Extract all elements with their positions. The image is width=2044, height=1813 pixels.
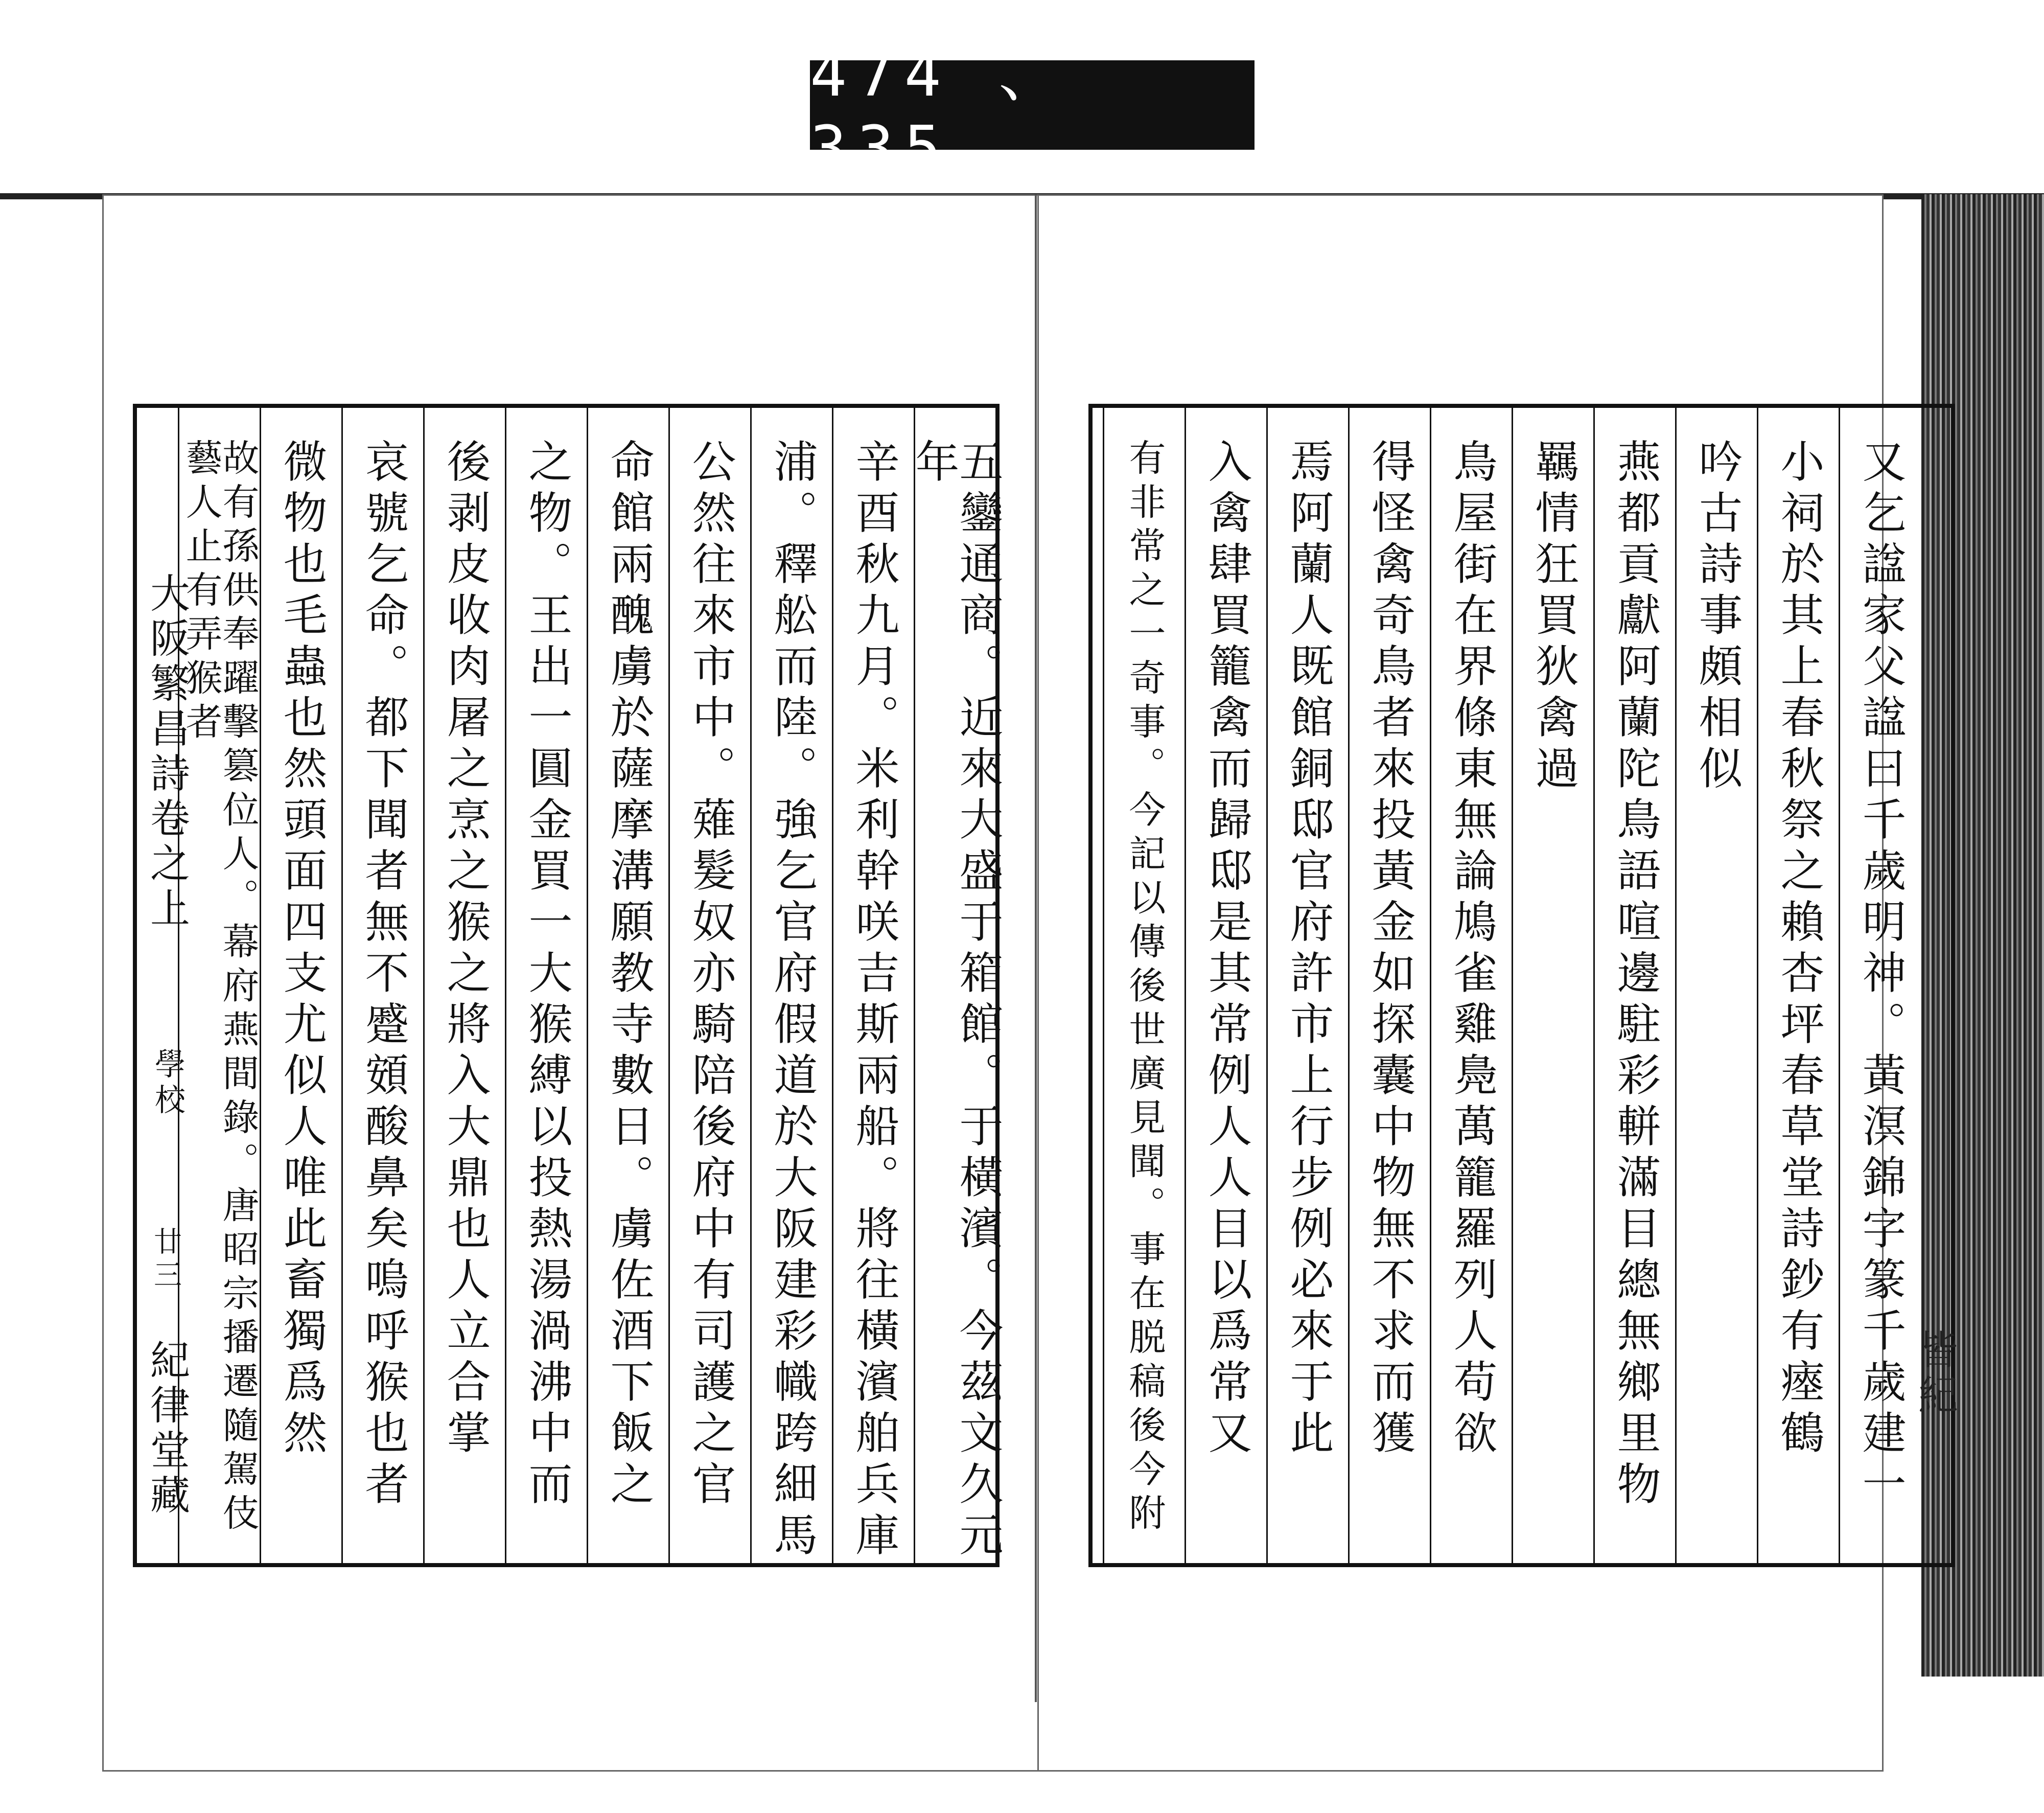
gutter-line	[1035, 194, 1037, 1702]
text-column: 公然往來市中。薙髮奴亦騎陪後府中有司護之官	[668, 408, 750, 1563]
text-column: 得怪禽奇鳥者來投黃金如探囊中物無不求而獲	[1348, 408, 1430, 1563]
text-column: 浦。釋舩而陸。強乞官府假道於大阪建彩幟跨細馬	[750, 408, 832, 1563]
text-column: 有非常之一奇事。今記以傳後世廣見聞。事在脱稿後今附	[1103, 408, 1184, 1563]
text-column: 鳥屋街在界條東無論鳩雀雞鳧萬籠羅列人苟欲	[1430, 408, 1512, 1563]
text-column: 燕都貢獻阿蘭陀鳥語喧邊駐彩軿滿目總無鄉里物	[1593, 408, 1675, 1563]
text-column: 五鑾通商。近來大盛于箱館。于橫濱。今茲文久元年	[914, 408, 995, 1563]
text-column: 羈情狂買狄禽過	[1512, 408, 1593, 1563]
page-number: 廿三	[149, 1227, 182, 1293]
text-column: 吟古詩事頗相似	[1675, 408, 1757, 1563]
text-column: 微物也毛蟲也然頭面四支尤似人唯此畜獨爲然	[260, 408, 341, 1563]
text-column: 故有孫供奉躍擊篡位人。幕府燕間錄。唐昭宗播遷隨駕伎藝人止有弄猴者	[178, 408, 260, 1563]
section-label: 學校	[150, 1048, 185, 1119]
text-column: 哀號乞命。都下聞者無不蹙頞酸鼻矣嗚呼猴也者	[341, 408, 423, 1563]
text-column: 後剥皮收肉屠之烹之猴之將入大鼎也人立合掌	[423, 408, 505, 1563]
archive-label	[810, 39, 1255, 185]
text-column: 入禽肆買籠禽而歸邸是其常例人人目以爲常又	[1184, 408, 1266, 1563]
left-text-frame	[133, 404, 1003, 1567]
publisher-mark: 紀律堂藏	[144, 1339, 190, 1519]
margin-fragment: 皆紀	[1912, 1329, 1958, 1419]
text-column: 之物。王出一圓金買一大猴縛以投熱湯渦沸中而	[505, 408, 587, 1563]
text-column: 又乞諡家父諡曰千歲明神。黃溟錦字篆千歲建一	[1839, 408, 1920, 1563]
text-column: 小祠於其上春秋祭之賴杏坪春草堂詩鈔有瘞鶴	[1757, 408, 1839, 1563]
text-column: 命館兩醜虜於薩摩溝願教寺數日。虜佐酒下飯之	[587, 408, 668, 1563]
archive-label-text: 474 、 335.	[810, 39, 1070, 185]
book-title: 大阪繁昌詩卷之上	[144, 572, 190, 932]
text-column: 辛酉秋九月。米利幹咲吉斯兩船。將往橫濱舶兵庫	[832, 408, 914, 1563]
right-text-frame	[1088, 404, 1955, 1567]
text-column: 焉阿蘭人既館銅邸官府許市上行步例必來于此	[1266, 408, 1348, 1563]
